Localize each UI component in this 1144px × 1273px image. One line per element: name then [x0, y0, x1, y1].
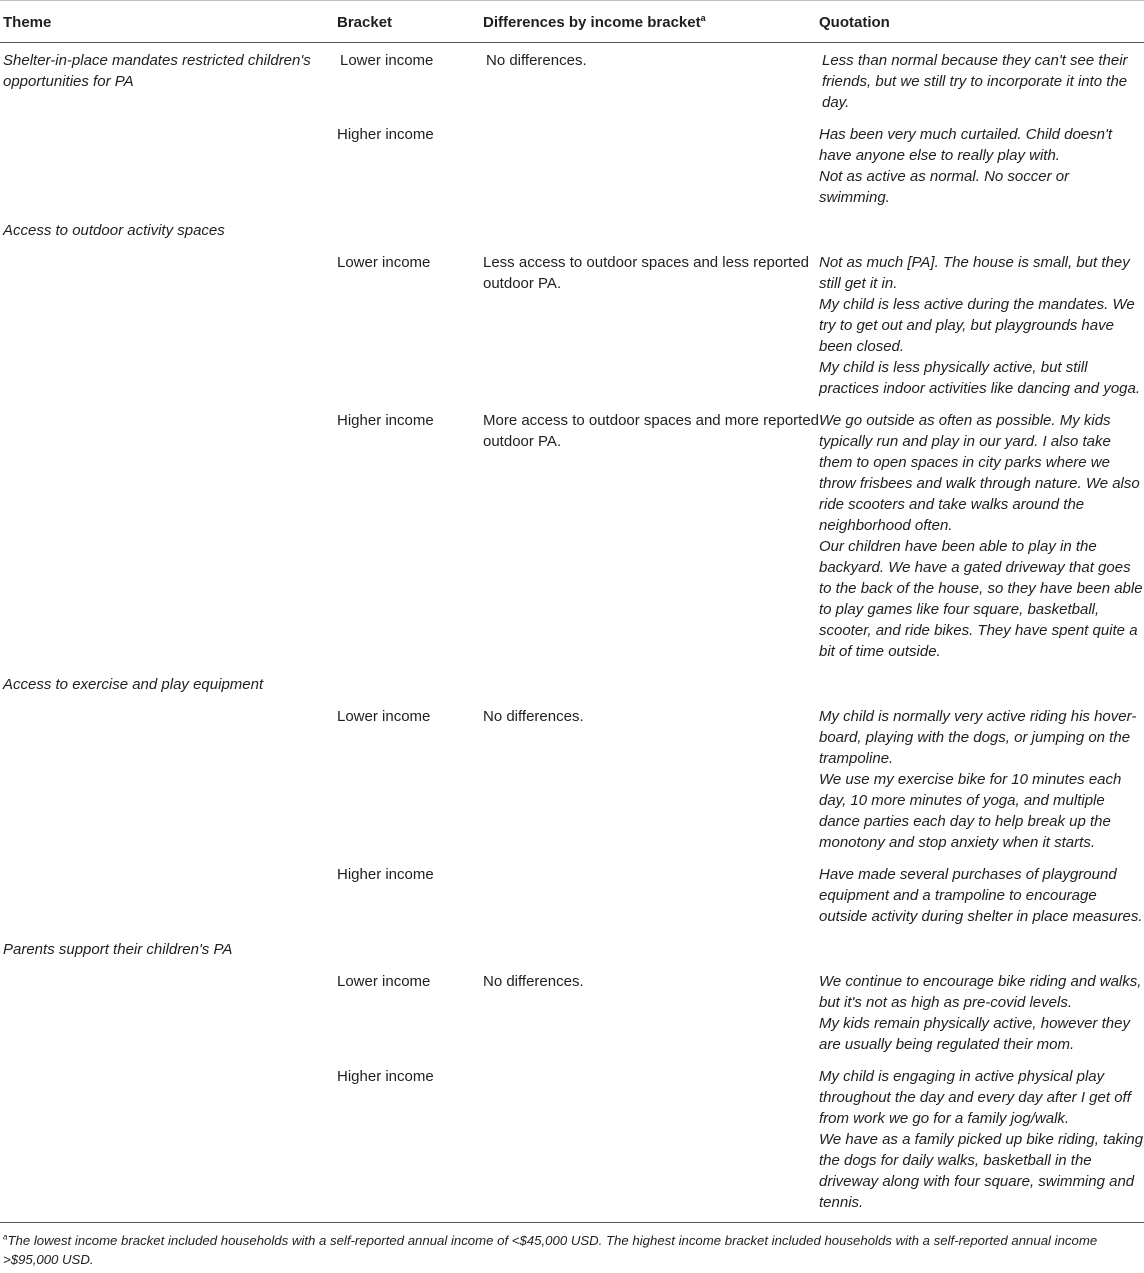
empty-cell [0, 1060, 337, 1222]
table-footnote [0, 1223, 1144, 1269]
bracket-cell: Lower income [337, 708, 431, 725]
header-theme [0, 1, 337, 43]
bracket-cell: Higher income [337, 126, 434, 143]
quote-text: My child is less active during the mandates. We try to get out and play, but playgrounds have been closed. [819, 296, 1135, 355]
theme-row [0, 932, 1144, 965]
bracket-row [0, 858, 1144, 932]
bracket-cell: Lower income [340, 52, 434, 69]
quote-text: Have made several purchases of playground equipment and a trampoline to encourage outside activity during shelter in place measures. [819, 866, 1143, 925]
quotation-cell [819, 700, 1144, 858]
header-quotation [819, 1, 1144, 43]
bracket-cell: Higher income [337, 1068, 434, 1085]
table-header [0, 1, 1144, 43]
quotation-cell [819, 118, 1144, 213]
quote-text: Has been very much curtailed. Child doesn't have anyone else to really play with. [819, 126, 1113, 164]
header-differences [483, 1, 819, 43]
footnote-marker: a [700, 13, 706, 23]
bracket-cell: Lower income [337, 254, 431, 271]
empty-cell [337, 932, 483, 965]
difference-cell: More access to outdoor spaces and more reported outdoor PA. [483, 412, 820, 450]
header-bracket [337, 1, 483, 43]
bracket-row [0, 404, 1144, 667]
quote-text: My child is less physically active, but still practices indoor activities like dancing and yoga. [819, 359, 1141, 397]
quote-text: We have as a family picked up bike riding, taking the dogs for daily walks, basketball in the driveway along with four square, swimming and tennis. [819, 1131, 1144, 1211]
quote-text: My child is engaging in active physical play throughout the day and every day after I get off from work we go for a family jog/walk. [819, 1068, 1131, 1127]
empty-cell [819, 932, 1144, 965]
quote-text: We go outside as often as possible. My kids typically run and play in our yard. I also take them to open spaces in city parks where we throw frisbees and walk through nature. We also ride scooters and take walks around the neighborhood often. [819, 412, 1140, 534]
quote-text: Less than normal because they can't see their friends, but we still try to incorporate it into the day. [822, 52, 1128, 111]
empty-cell [483, 213, 819, 246]
theme-row [0, 43, 1144, 119]
quotation-cell [819, 246, 1144, 404]
empty-cell [0, 700, 337, 858]
quote-text: We continue to encourage bike riding and walks, but it's not as high as pre-covid levels. [819, 973, 1142, 1011]
bracket-cell: Lower income [337, 973, 431, 990]
difference-cell [483, 858, 819, 932]
theme-title: Parents support their children's PA [3, 941, 233, 958]
empty-cell [0, 965, 337, 1060]
theme-title: Access to exercise and play equipment [3, 676, 264, 693]
bracket-row [0, 1060, 1144, 1222]
quotation-cell [819, 965, 1144, 1060]
bracket-row [0, 965, 1144, 1060]
table-body [0, 43, 1144, 1223]
bracket-row [0, 246, 1144, 404]
quote-text: Not as much [PA]. The house is small, but they still get it in. [819, 254, 1130, 292]
header-row [0, 1, 1144, 43]
theme-title: Access to outdoor activity spaces [3, 222, 225, 239]
empty-cell [0, 858, 337, 932]
quote-text: My kids remain physically active, however they are usually being regulated their mom. [819, 1015, 1130, 1053]
bracket-row [0, 118, 1144, 213]
difference-cell [483, 118, 819, 213]
quotation-cell [819, 1060, 1144, 1222]
quotation-cell [819, 43, 1144, 119]
quotation-cell [819, 858, 1144, 932]
difference-cell: Less access to outdoor spaces and less reported outdoor PA. [483, 254, 810, 292]
empty-cell [0, 246, 337, 404]
footnote-text: The lowest income bracket included households with a self-reported annual income of <$45,000 USD. The highest income bracket included households with a self-reported annual income >$95,000 USD. [3, 1233, 1098, 1267]
theme-title: Shelter-in-place mandates restricted children's opportunities for PA [3, 52, 311, 90]
bracket-cell: Higher income [337, 412, 434, 429]
bracket-cell: Higher income [337, 866, 434, 883]
quote-text: Not as active as normal. No soccer or swimming. [819, 168, 1070, 206]
empty-cell [483, 667, 819, 700]
quote-text: My child is normally very active riding his hover-board, playing with the dogs, or jumping on the trampoline. [819, 708, 1137, 767]
footnote-marker-a: a [3, 1232, 8, 1242]
header-bracket-label: Bracket [337, 14, 393, 31]
header-quotation-label: Quotation [819, 14, 890, 31]
header-theme-label: Theme [3, 14, 52, 31]
empty-cell [819, 667, 1144, 700]
empty-cell [483, 932, 819, 965]
empty-cell [0, 118, 337, 213]
theme-row [0, 667, 1144, 700]
difference-cell: No differences. [486, 52, 587, 69]
difference-cell [483, 1060, 819, 1222]
empty-cell [0, 404, 337, 667]
theme-row [0, 213, 1144, 246]
empty-cell [819, 213, 1144, 246]
header-differences-label: Differences by income bracket [483, 14, 701, 31]
bracket-row [0, 700, 1144, 858]
empty-cell [337, 213, 483, 246]
quote-text: We use my exercise bike for 10 minutes each day, 10 more minutes of yoga, and multiple dance parties each day to help break up the monotony and stop anxiety when it starts. [819, 771, 1122, 851]
difference-cell: No differences. [483, 973, 584, 990]
quote-text: Our children have been able to play in the backyard. We have a gated driveway that goes to the back of the house, so they have been able to play games like four square, basketball, scooter, and ride bikes. They have spent quite a bit of time outside. [819, 538, 1143, 660]
quotation-cell [819, 404, 1144, 667]
empty-cell [337, 667, 483, 700]
difference-cell: No differences. [483, 708, 584, 725]
